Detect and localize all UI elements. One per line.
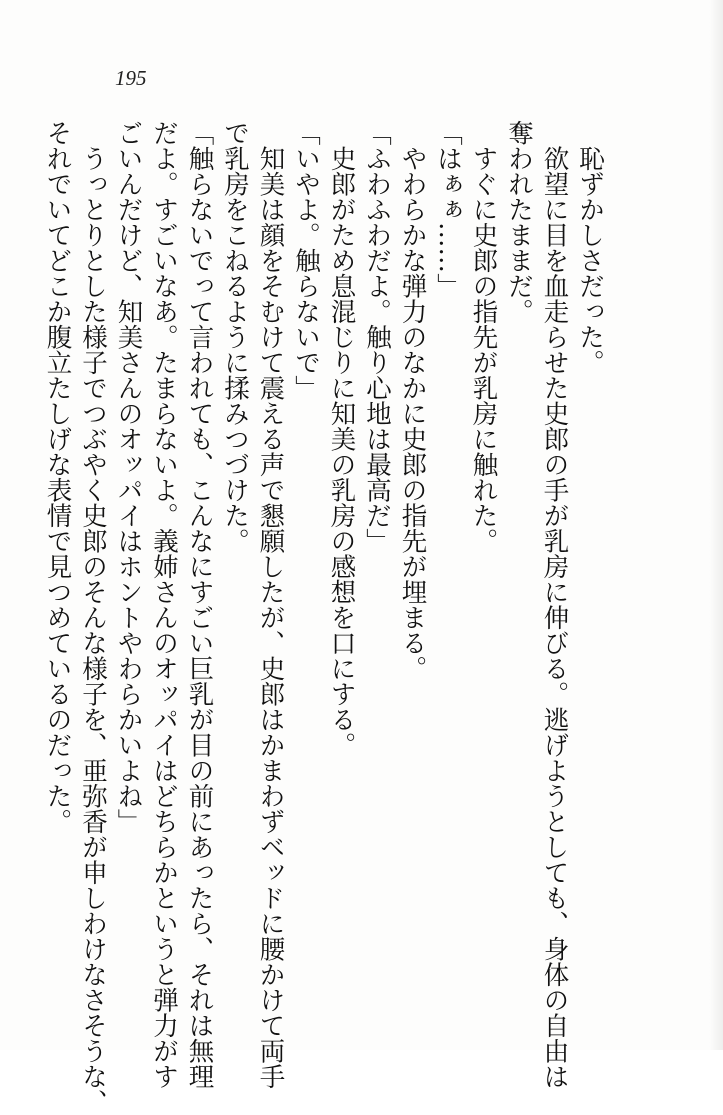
text-line: 「はぁぁ……」	[433, 120, 463, 299]
text-line: うっとりとした様子でつぶやく史郎のそんな様子を、亜弥香が申しわけなさそうな、	[78, 120, 108, 1115]
text-line: 知美は顔をそむけて震える声で懇願したが、史郎はかまわずベッドに腰かけて両手	[255, 120, 286, 1089]
text-line: 「触らないでって言われても、こんなにすごい巨乳が目の前にあったら、それは無理	[184, 120, 215, 1089]
body-text	[39, 120, 607, 1115]
text-line: だよ。すごいなあ。たまらないよ。義姉さんのオッパイはどちらかというと弾力がす	[149, 120, 179, 1089]
text-line: 「ふわふわだよ。触り心地は最高だ」	[362, 120, 392, 554]
page-edge-shadow	[709, 0, 723, 1050]
text-line: 「いやよ。触らないで」	[291, 120, 321, 401]
text-line: ごいんだけど、知美さんのオッパイはホントやわらかいよね」	[113, 120, 144, 834]
text-line: で乳房をこねるように揉みつづけた。	[220, 120, 250, 554]
text-line: 恥ずかしさだった。	[575, 120, 605, 375]
text-line: 欲望に目を血走らせた史郎の手が乳房に伸びる。逃げようとしても、身体の自由は	[539, 120, 570, 1089]
text-line: 史郎がため息混じりに知美の乳房の感想を口にする。	[326, 120, 357, 758]
text-line: 奪われたままだ。	[504, 120, 534, 324]
text-line: すぐに史郎の指先が乳房に触れた。	[468, 120, 499, 554]
page-number: 195	[115, 66, 147, 90]
text-line: やわらかな弾力のなかに史郎の指先が埋まる。	[397, 120, 428, 681]
text-line: それでいてどこか腹立たしげな表情で見つめているのだった。	[42, 120, 73, 834]
